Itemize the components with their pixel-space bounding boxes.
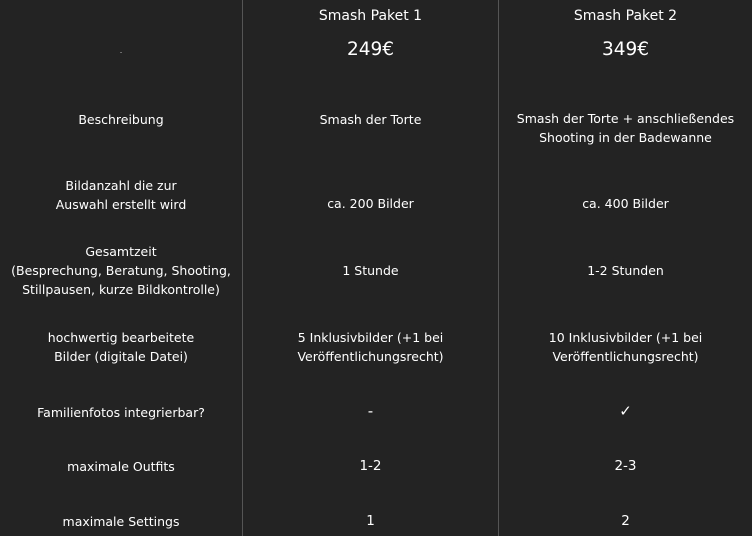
package-2-beschreibung: Smash der Torte + anschließendes Shooting in der Badewanne [516,111,735,145]
package-1-familienfotos: - [367,401,374,420]
row-label-outfits: maximale Outfits [67,458,175,474]
package-2-bearbeitete-bilder: 10 Inklusivbilder (+1 bei Veröffentlichungsrecht) [548,330,703,364]
package-2-familienfotos-check-icon: ✓ [619,401,632,420]
package-2-price: 349€ [601,39,650,60]
row-label-gesamtzeit: Gesamtzeit (Besprechung, Beratung, Shooting, Stillpausen, kurze Bildkontrolle) [11,244,231,297]
package-2-gesamtzeit: 1-2 Stunden [587,262,664,278]
package-1-beschreibung: Smash der Torte [319,111,422,127]
package-1-outfits: 1-2 [359,457,382,474]
package-1-bildanzahl: ca. 200 Bilder [327,195,414,211]
package-2-title: Smash Paket 2 [573,8,678,24]
package-2-outfits: 2-3 [614,457,637,474]
package-1-settings: 1 [366,512,375,529]
package-1-title: Smash Paket 1 [318,8,423,24]
package-1-gesamtzeit: 1 Stunde [342,262,399,278]
row-label-familienfotos: Familienfotos integrierbar? [37,404,205,420]
package-1-bearbeitete-bilder: 5 Inklusivbilder (+1 bei Veröffentlichungsrecht) [297,330,444,364]
row-label-settings: maximale Settings [62,513,180,529]
row-label-beschreibung: Beschreibung [78,111,164,127]
package-1-price: 249€ [346,39,395,60]
package-2-bildanzahl: ca. 400 Bilder [582,195,669,211]
package-2-settings: 2 [621,512,630,529]
row-label-bearbeitete-bilder: hochwertig bearbeitete Bilder (digitale Datei) [47,330,195,364]
header-corner-mark: . [119,46,123,55]
row-label-bildanzahl: Bildanzahl die zur Auswahl erstellt wird [55,178,187,212]
